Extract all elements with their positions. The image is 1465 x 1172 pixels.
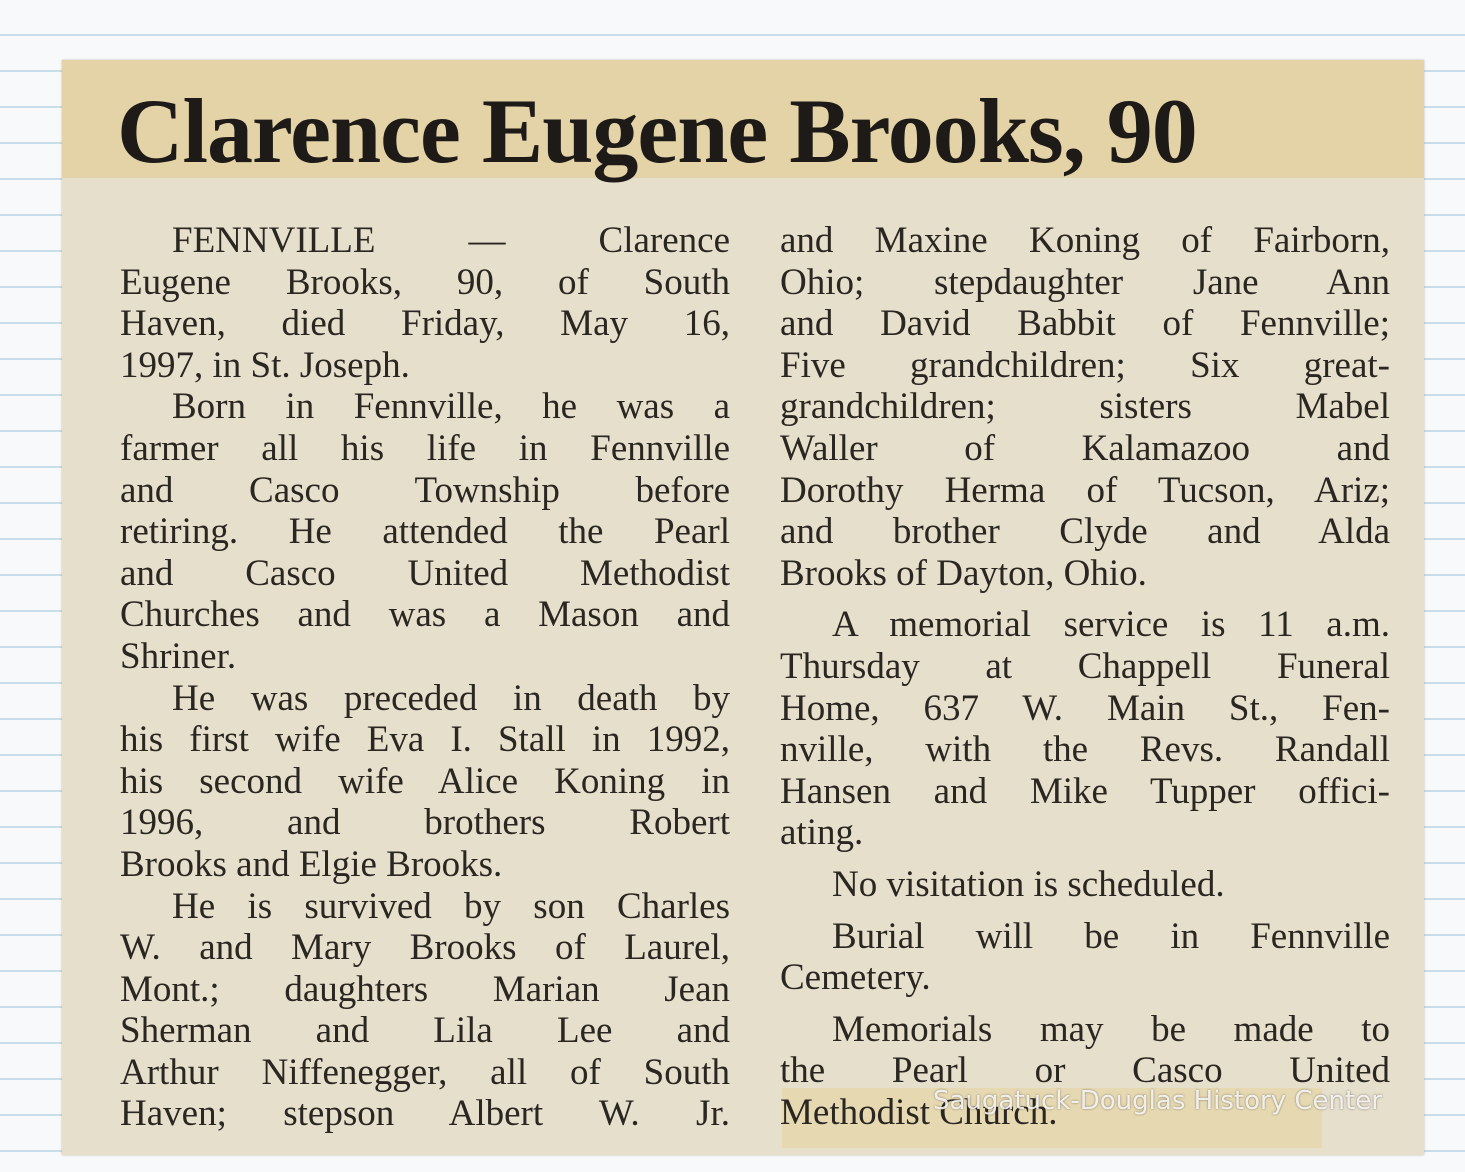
text-line: and Casco United Methodist	[120, 552, 730, 594]
text-line: Burial will be in Fennville	[832, 915, 1390, 957]
text-line: 1997, in St. Joseph.	[120, 344, 410, 386]
text-line: farmer all his life in Fennville	[120, 427, 730, 469]
text-line: his first wife Eva I. Stall in 1992,	[120, 719, 730, 761]
text-line: Brooks and Elgie Brooks.	[120, 843, 503, 885]
text-line: and Casco Township before	[120, 469, 730, 511]
text-line: nville, with the Revs. Randall	[780, 729, 1390, 771]
text-line: 1996, and brothers Robert	[120, 802, 730, 844]
text-line: A memorial service is 11 a.m.	[832, 604, 1390, 646]
text-line: No visitation is scheduled.	[832, 863, 1225, 905]
text-line: Hansen and Mike Tupper offici-	[780, 770, 1390, 812]
text-line: W. and Mary Brooks of Laurel,	[120, 927, 730, 969]
left-column	[120, 220, 730, 1135]
newspaper-clipping	[62, 60, 1424, 1155]
text-line: Dorothy Herma of Tucson, Ariz;	[780, 469, 1390, 511]
text-line: Cemetery.	[780, 957, 931, 999]
text-line: FENNVILLE — Clarence	[172, 220, 730, 261]
text-line: Five grandchildren; Six great-	[780, 344, 1390, 386]
text-line: Brooks of Dayton, Ohio.	[780, 552, 1147, 594]
text-line: He is survived by son Charles	[172, 885, 730, 927]
text-line: the Pearl or Casco United	[780, 1050, 1390, 1092]
text-line: Sherman and Lila Lee and	[120, 1010, 730, 1052]
text-line: Mont.; daughters Marian Jean	[120, 968, 730, 1010]
text-line: He was preceded in death by	[172, 677, 730, 719]
history-center-watermark: Saugatuck-Douglas History Center	[933, 1086, 1382, 1116]
text-line: Methodist Church.	[780, 1091, 1058, 1133]
text-line: Memorials may be made to	[832, 1008, 1390, 1050]
text-line: Home, 637 W. Main St., Fen-	[780, 687, 1390, 729]
text-line: Churches and was a Mason and	[120, 594, 730, 636]
text-line: Ohio; stepdaughter Jane Ann	[780, 261, 1390, 303]
text-line: and David Babbit of Fennville;	[780, 303, 1390, 345]
text-line: Arthur Niffenegger, all of South	[120, 1051, 730, 1093]
text-line: Born in Fennville, he was a	[172, 386, 730, 428]
text-line: and Maxine Koning of Fairborn,	[780, 220, 1390, 261]
text-line: ating.	[780, 812, 864, 854]
text-line: his second wife Alice Koning in	[120, 760, 730, 802]
text-line: Eugene Brooks, 90, of South	[120, 261, 730, 303]
text-line: Waller of Kalamazoo and	[780, 427, 1390, 469]
obituary-headline: Clarence Eugene Brooks, 90	[117, 80, 1197, 182]
text-line: grandchildren; sisters Mabel	[780, 386, 1390, 428]
text-line: and brother Clyde and Alda	[780, 511, 1390, 553]
text-line: Haven; stepson Albert W. Jr.	[120, 1093, 730, 1135]
text-line: retiring. He attended the Pearl	[120, 511, 730, 553]
text-line: Thursday at Chappell Funeral	[780, 645, 1390, 687]
text-line: Haven, died Friday, May 16,	[120, 303, 730, 345]
text-line: Shriner.	[120, 635, 237, 677]
right-column	[780, 220, 1390, 1133]
